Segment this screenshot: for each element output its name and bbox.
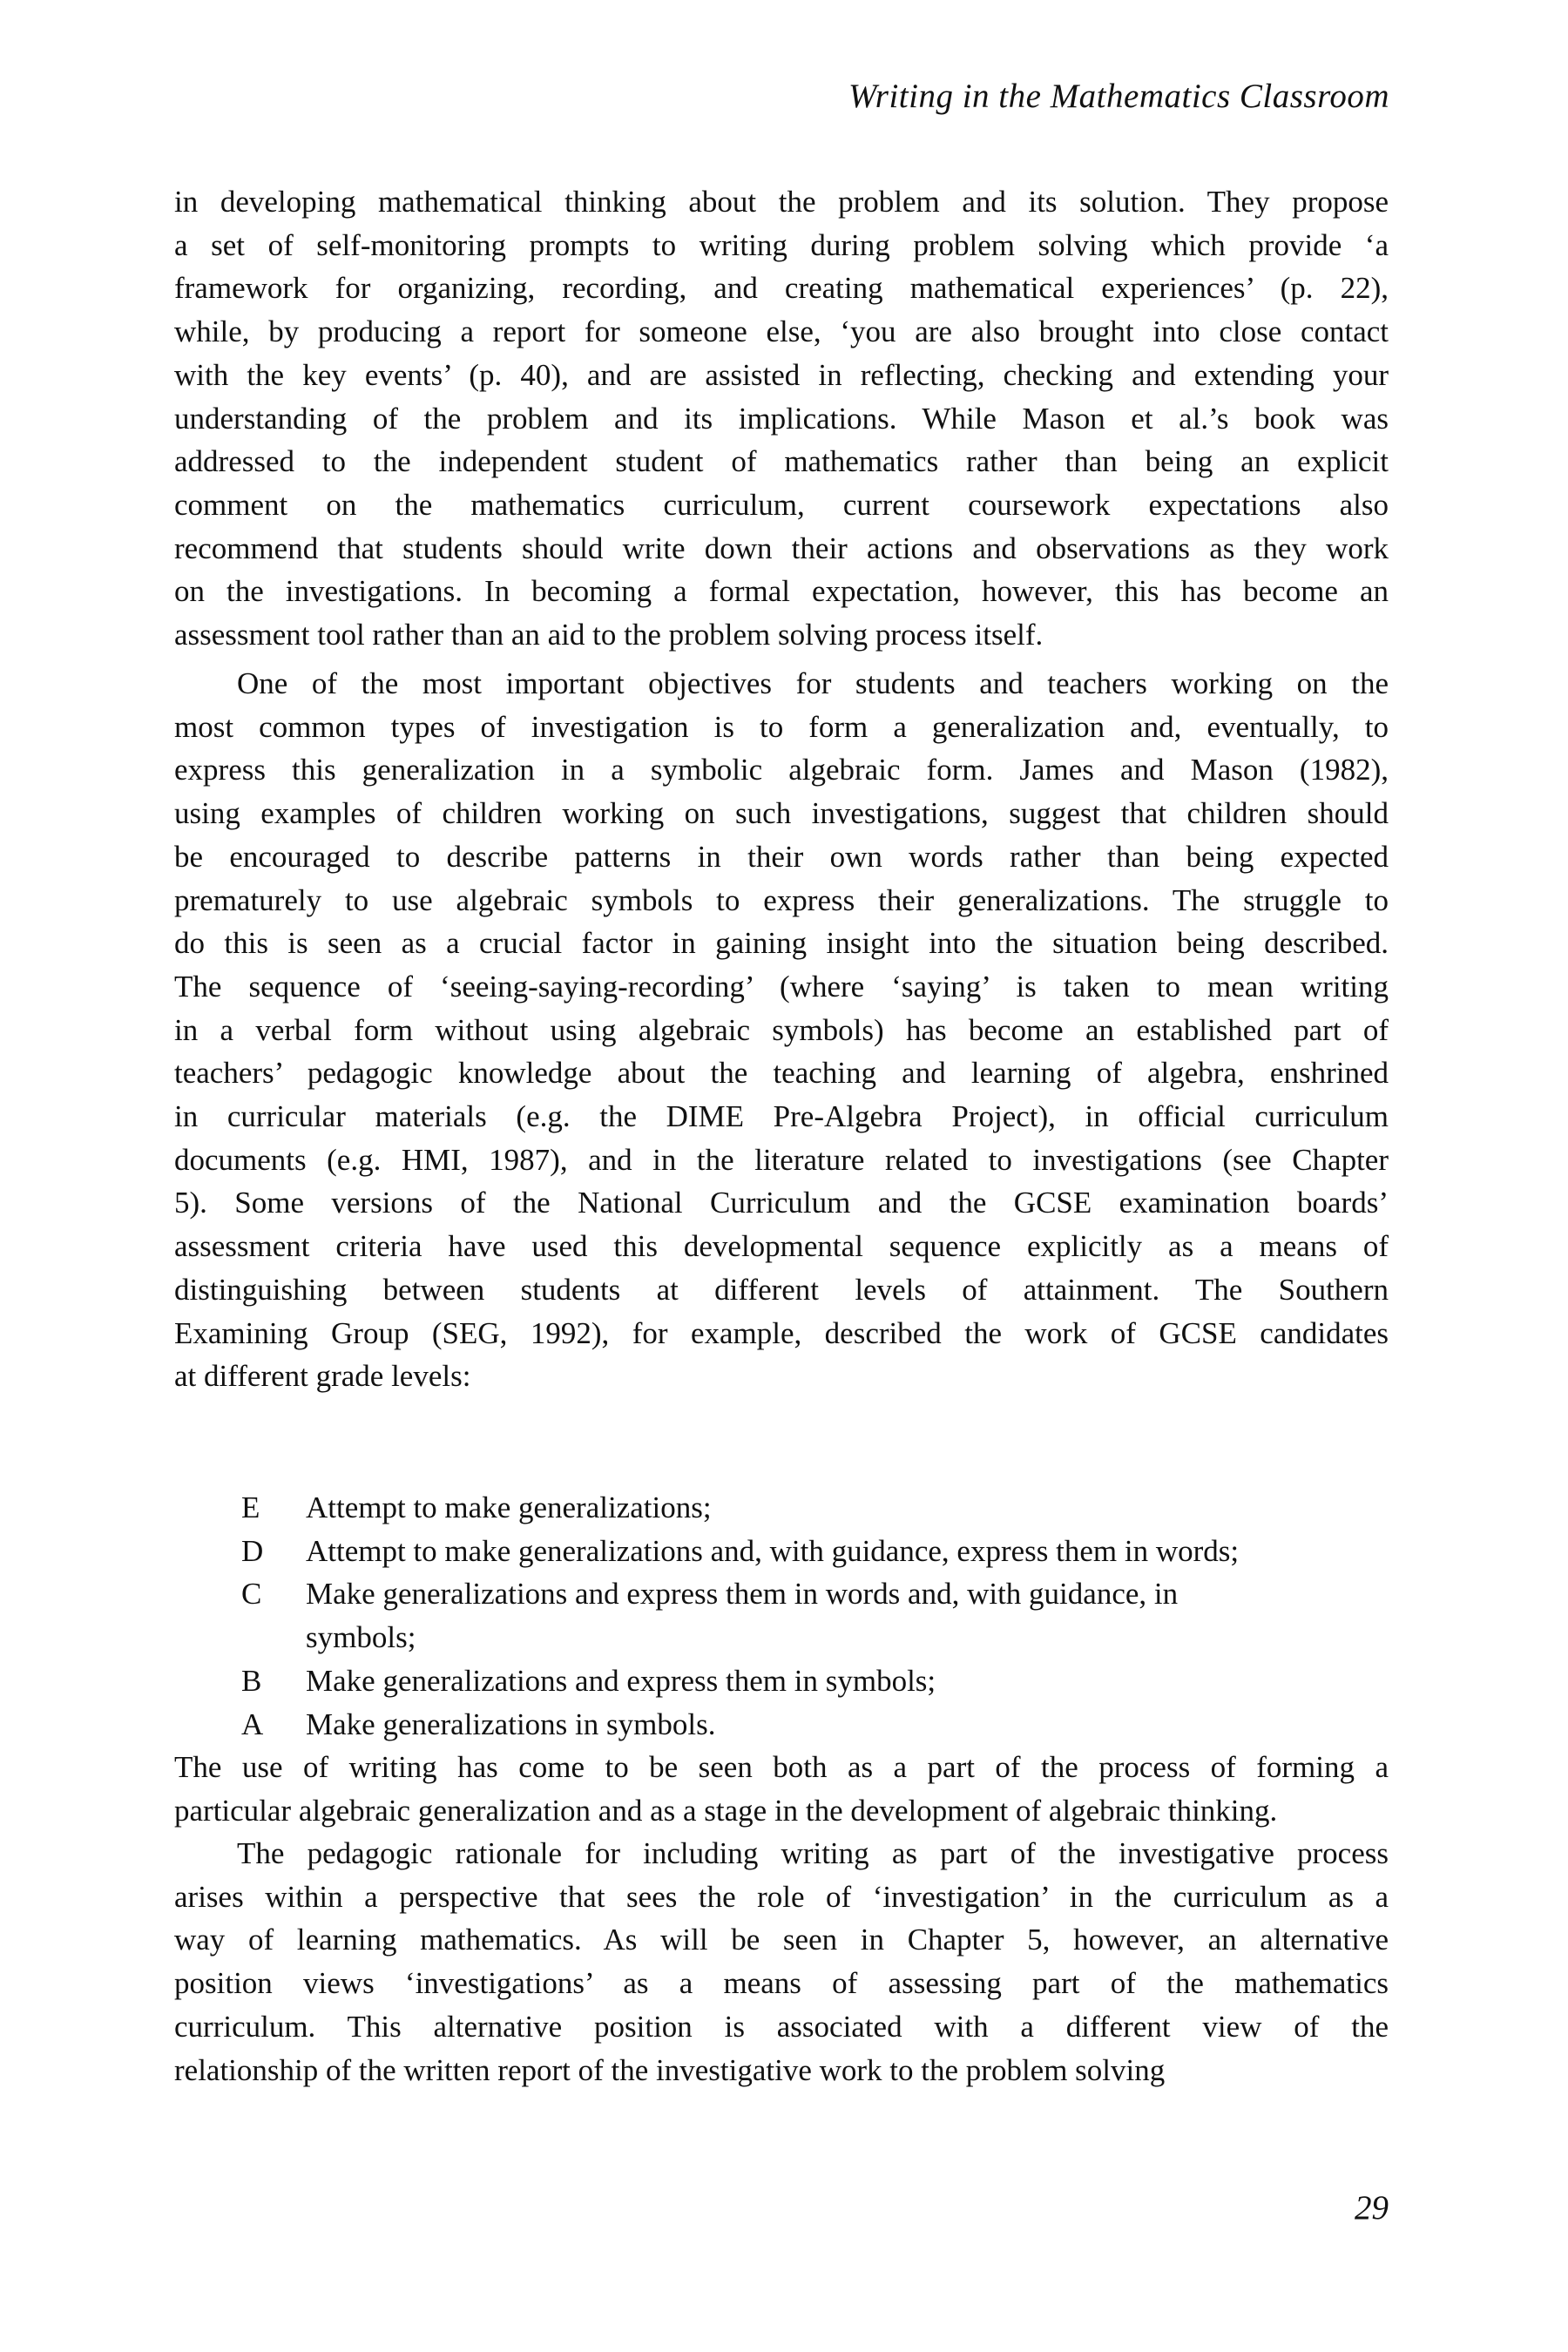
paragraph-0-line: on the investigations. In becoming a formal expectation, however, this has become an (174, 574, 1389, 609)
paragraph-2-line: particular algebraic generalization and as a stage in the development of algebraic thinking. (174, 1793, 1278, 1828)
paragraph-0-line: recommend that students should write down their actions and observations as they work (174, 531, 1389, 565)
page-number: 29 (1355, 2189, 1389, 2227)
paragraph-0-line: understanding of the problem and its implications. While Mason et al.’s book was (174, 401, 1389, 436)
paragraph-1-line: in a verbal form without using algebraic symbols) has become an established part of (174, 1012, 1389, 1047)
paragraph-0-line: assessment tool rather than an aid to the problem solving process itself. (174, 618, 1044, 652)
paragraph-1-line: in curricular materials (e.g. the DIME Pre-Algebra Project), in official curriculum (174, 1099, 1389, 1133)
paragraph-3-line: arises within a perspective that sees the role of ‘investigation’ in the curriculum as a (174, 1879, 1389, 1914)
paragraph-1-line: 5). Some versions of the National Curriculum and the GCSE examination boards’ (174, 1186, 1389, 1220)
paragraph-1-line: documents (e.g. HMI, 1987), and in the literature related to investigations (see Chapter (174, 1142, 1389, 1177)
grade-letter: A (241, 1707, 264, 1741)
paragraph-3-line: The pedagogic rationale for including writing as part of the investigative process (237, 1836, 1389, 1870)
paragraph-1-line: most common types of investigation is to form a generalization and, eventually, to (174, 709, 1389, 744)
grade-letter: E (241, 1490, 260, 1524)
paragraph-1-line: using examples of children working on such investigations, suggest that children should (174, 796, 1389, 831)
paragraph-3-line: way of learning mathematics. As will be seen in Chapter 5, however, an alternative (174, 1923, 1389, 1957)
paragraph-1-line: One of the most important objectives for students and teachers working on the (237, 666, 1389, 700)
paragraph-1-line: distinguishing between students at different levels of attainment. The Southern (174, 1272, 1389, 1307)
paragraph-3-line: curriculum. This alternative position is associated with a different view of the (174, 2009, 1389, 2044)
paragraph-1-line: at different grade levels: (174, 1359, 471, 1394)
grade-description: Attempt to make generalizations; (306, 1490, 712, 1524)
paragraph-1-line: teachers’ pedagogic knowledge about the teaching and learning of algebra, enshrined (174, 1056, 1389, 1091)
grade-letter: C (241, 1577, 262, 1612)
paragraph-1-line: The sequence of ‘seeing-saying-recording’ (where ‘saying’ is taken to mean writing (174, 969, 1389, 1004)
paragraph-0-line: while, by producing a report for someone else, ‘you are also brought into close contact (174, 314, 1389, 349)
paragraph-1-line: Examining Group (SEG, 1992), for example, described the work of GCSE candidates (174, 1315, 1389, 1350)
grade-description: Make generalizations and express them in words and, with guidance, in (306, 1577, 1179, 1612)
paragraph-0-line: framework for organizing, recording, and creating mathematical experiences’ (p. 22), (174, 271, 1389, 306)
paragraph-2-line: The use of writing has come to be seen both as a part of the process of forming a (174, 1750, 1389, 1784)
paragraph-0-line: with the key events’ (p. 40), and are assisted in reflecting, checking and extending your (174, 357, 1389, 392)
grade-description: symbols; (306, 1620, 416, 1655)
paragraph-0-line: a set of self-monitoring prompts to writing during problem solving which provide ‘a (174, 227, 1389, 262)
grade-description: Attempt to make generalizations and, with guidance, express them in words; (306, 1533, 1240, 1568)
paragraph-0-line: addressed to the independent student of mathematics rather than being an explicit (174, 444, 1389, 479)
paragraph-0-line: in developing mathematical thinking about the problem and its solution. They propose (174, 185, 1389, 219)
paragraph-3-line: position views ‘investigations’ as a means of assessing part of the mathematics (174, 1966, 1389, 2001)
paragraph-1-line: do this is seen as a crucial factor in gaining insight into the situation being described. (174, 926, 1389, 961)
grade-description: Make generalizations in symbols. (306, 1707, 716, 1741)
grade-description: Make generalizations and express them in symbols; (306, 1663, 936, 1698)
paragraph-1-line: prematurely to use algebraic symbols to express their generalizations. The struggle to (174, 882, 1389, 917)
grade-letter: B (241, 1663, 262, 1698)
running-head-title: Writing in the Mathematics Classroom (848, 78, 1389, 115)
paragraph-1-line: be encouraged to describe patterns in their own words rather than being expected (174, 839, 1389, 874)
grade-letter: D (241, 1533, 264, 1568)
paragraph-3-line: relationship of the written report of the investigative work to the problem solving (174, 2052, 1166, 2087)
paragraph-0-line: comment on the mathematics curriculum, current coursework expectations also (174, 487, 1389, 522)
paragraph-1-line: assessment criteria have used this developmental sequence explicitly as a means of (174, 1229, 1389, 1264)
paragraph-1-line: express this generalization in a symbolic algebraic form. James and Mason (1982), (174, 753, 1389, 787)
